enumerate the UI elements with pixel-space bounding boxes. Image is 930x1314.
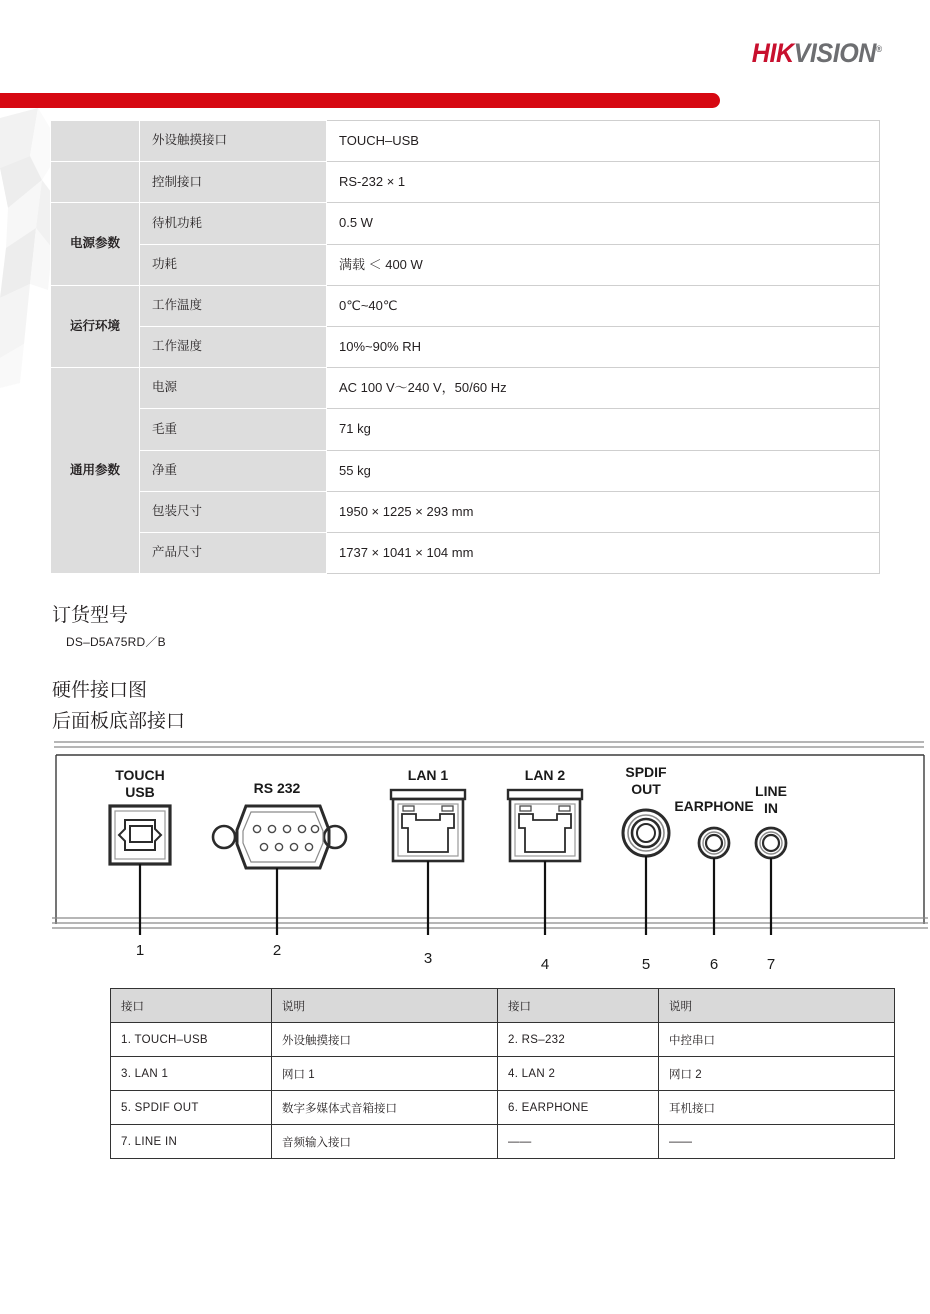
table-row <box>51 532 880 573</box>
column-header-description-1: 说明 <box>272 989 498 1023</box>
interface-id: 7. LINE IN <box>111 1125 272 1159</box>
specification-table-body <box>51 121 880 574</box>
svg-text:IN: IN <box>764 800 778 816</box>
logo-hik-text: HIK <box>752 38 794 68</box>
spec-value: RS-232 × 1 <box>327 162 880 203</box>
svg-text:RS 232: RS 232 <box>253 780 301 796</box>
table-row <box>51 326 880 367</box>
lan1-port-icon <box>391 767 465 967</box>
svg-text:LINE: LINE <box>755 783 787 799</box>
interface-desc: 网口 1 <box>272 1057 498 1091</box>
svg-text:LAN 1: LAN 1 <box>407 767 449 783</box>
svg-text:USB: USB <box>125 784 155 800</box>
svg-text:OUT: OUT <box>631 781 661 797</box>
interface-desc: 网口 2 <box>659 1057 895 1091</box>
svg-text:1: 1 <box>135 942 145 959</box>
registered-trademark-icon: ® <box>876 44 882 54</box>
interface-id: 5. SPDIF OUT <box>111 1091 272 1125</box>
spec-name: 净重 <box>140 450 327 491</box>
spec-category: 电源参数 <box>51 203 140 285</box>
svg-text:6: 6 <box>709 956 719 973</box>
rear-panel-diagram <box>52 738 928 978</box>
interface-desc-empty: —— <box>659 1125 895 1159</box>
interface-desc: 外设触摸接口 <box>272 1023 498 1057</box>
column-header-interface-1: 接口 <box>111 989 272 1023</box>
table-row <box>51 162 880 203</box>
spec-name: 包装尺寸 <box>140 491 327 532</box>
interface-desc: 耳机接口 <box>659 1091 895 1125</box>
logo-vision-text: VISION <box>793 38 877 68</box>
svg-text:4: 4 <box>540 956 550 973</box>
table-row <box>51 409 880 450</box>
hardware-interface-heading: 硬件接口图 <box>52 680 148 701</box>
interface-table-body <box>111 1023 895 1159</box>
svg-text:5: 5 <box>641 956 651 973</box>
interface-id: 2. RS–232 <box>498 1023 659 1057</box>
line-in-port-icon <box>755 783 787 973</box>
table-row <box>51 450 880 491</box>
table-row <box>111 1125 895 1159</box>
interface-id: 4. LAN 2 <box>498 1057 659 1091</box>
spec-name: 待机功耗 <box>140 203 327 244</box>
svg-text:7: 7 <box>766 956 776 973</box>
spec-name: 电源 <box>140 368 327 409</box>
column-header-interface-2: 接口 <box>498 989 659 1023</box>
spec-value: 0℃~40℃ <box>327 285 880 326</box>
interface-id-empty: —— <box>498 1125 659 1159</box>
interface-desc: 数字多媒体式音箱接口 <box>272 1091 498 1125</box>
red-accent-bar <box>0 93 720 108</box>
spec-value: 0.5 W <box>327 203 880 244</box>
table-row <box>51 285 880 326</box>
table-row <box>51 121 880 162</box>
interface-description-table <box>110 988 895 1159</box>
touch-usb-port-icon <box>110 767 170 959</box>
svg-text:TOUCH: TOUCH <box>115 767 165 783</box>
spec-value: 71 kg <box>327 409 880 450</box>
interface-id: 6. EARPHONE <box>498 1091 659 1125</box>
interface-table-head <box>111 989 895 1023</box>
interface-id: 3. LAN 1 <box>111 1057 272 1091</box>
table-row <box>111 1023 895 1057</box>
order-model-heading: 订货型号 <box>52 605 129 626</box>
spec-value: 1950 × 1225 × 293 mm <box>327 491 880 532</box>
svg-text:SPDIF: SPDIF <box>625 764 667 780</box>
table-row <box>51 203 880 244</box>
spec-name: 产品尺寸 <box>140 532 327 573</box>
svg-text:LAN 2: LAN 2 <box>524 767 566 783</box>
spec-category <box>51 162 140 203</box>
table-row <box>51 368 880 409</box>
spec-category: 通用参数 <box>51 368 140 574</box>
table-header-row <box>111 989 895 1023</box>
spec-name: 毛重 <box>140 409 327 450</box>
svg-text:3: 3 <box>423 950 433 967</box>
interface-desc: 音频输入接口 <box>272 1125 498 1159</box>
spec-name: 控制接口 <box>140 162 327 203</box>
rs232-port-icon <box>213 780 346 959</box>
svg-text:EARPHONE: EARPHONE <box>674 798 754 814</box>
earphone-port-icon <box>674 798 753 973</box>
spec-value: 满载 ＜ 400 W <box>327 244 880 285</box>
spec-value: 1737 × 1041 × 104 mm <box>327 532 880 573</box>
spec-name: 外设触摸接口 <box>140 121 327 162</box>
spec-name: 工作温度 <box>140 285 327 326</box>
lan2-port-icon <box>508 767 582 973</box>
table-row <box>51 491 880 532</box>
spec-category: 运行环境 <box>51 285 140 367</box>
order-model-value: DS–D5A75RD／B <box>66 635 166 649</box>
specification-table <box>50 120 880 574</box>
spec-name: 工作湿度 <box>140 326 327 367</box>
table-row <box>111 1057 895 1091</box>
table-row <box>51 244 880 285</box>
column-header-description-2: 说明 <box>659 989 895 1023</box>
spec-value: 55 kg <box>327 450 880 491</box>
svg-text:2: 2 <box>272 942 282 959</box>
spdif-out-port-icon <box>623 764 669 973</box>
rear-panel-bottom-heading: 后面板底部接口 <box>52 711 186 732</box>
spec-value: AC 100 V～240 V，50/60 Hz <box>327 368 880 409</box>
spec-category <box>51 121 140 162</box>
interface-desc: 中控串口 <box>659 1023 895 1057</box>
spec-value: 10%~90% RH <box>327 326 880 367</box>
spec-name: 功耗 <box>140 244 327 285</box>
interface-id: 1. TOUCH–USB <box>111 1023 272 1057</box>
table-row <box>111 1091 895 1125</box>
spec-value: TOUCH–USB <box>327 121 880 162</box>
hikvision-logo <box>752 38 882 69</box>
